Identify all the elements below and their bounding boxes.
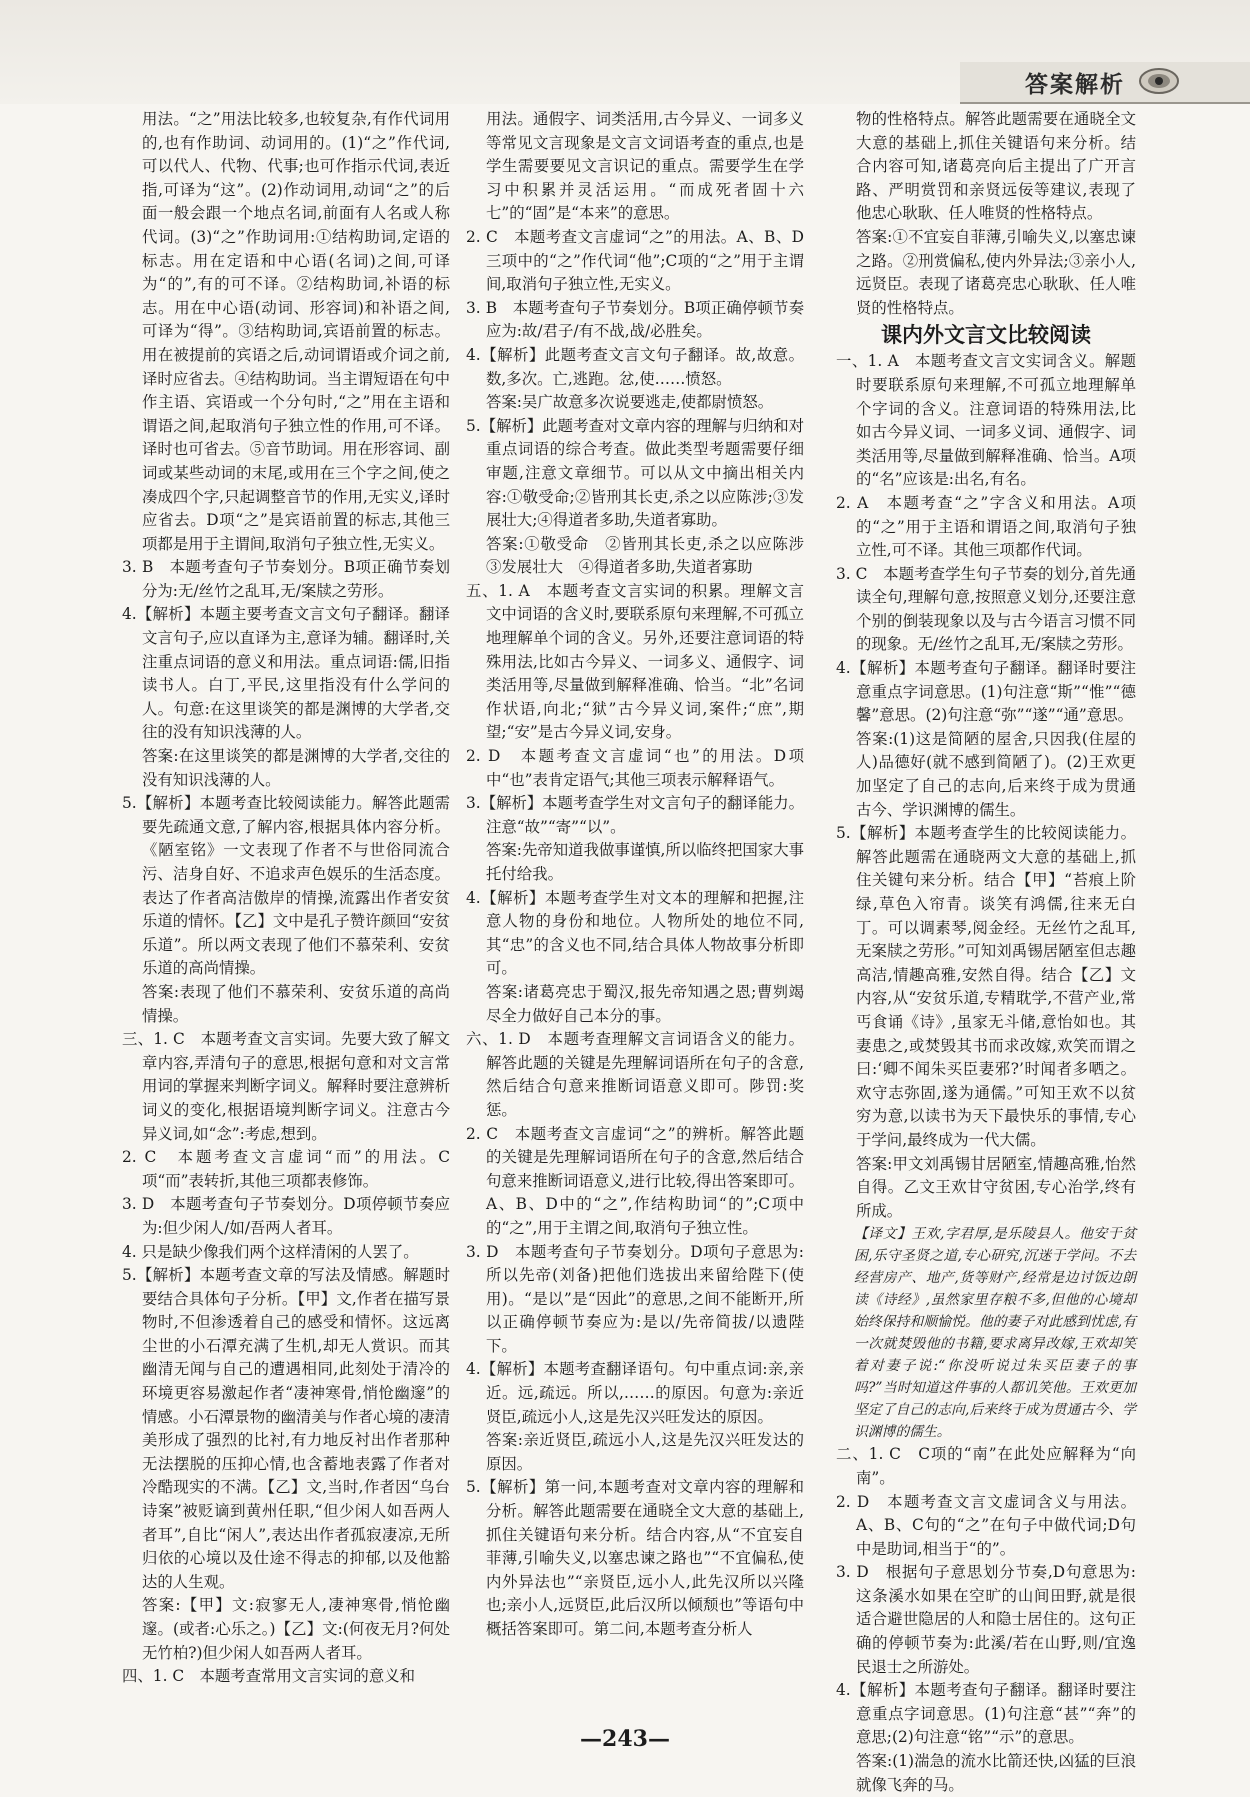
answer-line: 答案:在这里谈笑的都是渊博的大学者,交往的没有知识浅薄的人。 <box>142 747 450 789</box>
explanation-paragraph: 物的性格特点。解答此题需要在通晓全文大意的基础上,抓住关键语句来分析。结合内容可知,诸葛亮向后主提出了广开言路、严明赏罚和亲贤远佞等建议,表现了他忠心耿耿、任人唯贤的性格特点。 <box>856 110 1136 223</box>
explanation-paragraph: 3. B 本题考查句子节奏划分。B项正确节奏划分为:无/丝竹之乱耳,无/案牍之劳形。 <box>122 558 450 600</box>
explanation-paragraph: 5.【解析】本题考查比较阅读能力。解答此题需要先疏通文意,了解内容,根据具体内容分析。《陋室铭》一文表现了作者不与世俗同流合污、洁身自好、不追求声色娱乐的生活态度。表达了作者高洁傲岸的情操,流露出作者安贫乐道的情怀。【乙】文中是孔子赞许颜回“安贫乐道”。所以两文表现了他们不慕荣利、安贫乐道的高尚情操。 <box>122 794 450 978</box>
explanation-paragraph: 2. C 本题考查文言虚词“之”的用法。A、B、D三项中的“之”作代词“他”;C项的“之”用于主谓间,取消句子独立性,无实义。 <box>466 227 804 294</box>
answer-column-3 <box>836 108 1136 1794</box>
answer-column-2 <box>466 108 820 1718</box>
explanation-paragraph: 4.【解析】本题考查学生对文本的理解和把握,注意人物的身份和地位。人物所处的地位不同,其“忠”的含义也不同,结合具体人物故事分析即可。 <box>466 888 804 978</box>
explanation-paragraph: 4.【解析】本题考查句子翻译。翻译时要注意重点字词意思。(1)句注意“甚”“奔”的意思;(2)句注意“铭”“示”的意思。 <box>836 1681 1136 1747</box>
header-title: 答案解析 <box>1025 72 1125 98</box>
explanation-paragraph: 用法。通假字、词类活用,古今异义、一词多义等常见文言现象是文言文词语考查的重点,也是学生需要要见文言识记的重点。需要学生在学习中积累并灵活运用。“而成死者固十六七”的“固”是“本来”的意思。 <box>486 110 804 223</box>
answer-line: 答案:①敬受命 ②皆刑其长吏,杀之以应陈涉 ③发展壮大 ④得道者多助,失道者寡助 <box>486 534 820 577</box>
eye-shield-icon <box>1138 66 1180 96</box>
answer-line: 答案:①不宜妄自菲薄,引喻失义,以塞忠谏之路。②刑赏偏私,使内外异法;③亲小人,远贤臣。表现了诸葛亮忠心耿耿、任人唯贤的性格特点。 <box>856 227 1136 317</box>
explanation-paragraph: 3. C 本题考查学生句子节奏的划分,首先通读全句,理解句意,按照意义划分,还要注意个别的倒装现象以及与古今语言习惯不同的现象。无/丝竹之乱耳,无/案牍之劳形。 <box>836 564 1136 654</box>
explanation-paragraph: 一、1. A 本题考查文言文实词含义。解题时要联系原句来理解,不可孤立地理解单个字词的含义。注意词语的特殊用法,比如古今异义词、一词多义词、通假字、词类活用等,尽量做到解释准确、恰当。A项的“名”应该是:出名,有名。 <box>836 352 1136 489</box>
answer-line: 答案:表现了他们不慕荣利、安贫乐道的高尚情操。 <box>142 982 450 1025</box>
explanation-paragraph: 五、1. A 本题考查文言实词的积累。理解文言文中词语的含义时,要联系原句来理解,不可孤立地理解单个词的含义。另外,还要注意词语的特殊用法,比如古今异义、一词多义、通假字、词类活用等,尽量做到解释准确、恰当。“北”名词作状语,向北;“狱”古今异义词,案件;“庶”,期望;“安”是古今异义词,安身。 <box>466 581 804 742</box>
explanation-paragraph: 3.【解析】本题考查学生对文言句子的翻译能力。注意“故”“寄”“以”。 <box>466 794 804 836</box>
answer-line: 答案:【甲】文:寂寥无人,凄神寒骨,悄怆幽邃。(或者:心乐之。)【乙】文:(何夜无月?何处无竹柏?)但少闲人如吾两人者耳。 <box>142 1596 450 1662</box>
answer-line: 答案:(1)这是简陋的屋舍,只因我(住屋的人)品德好(就不感到简陋了)。(2)王欢更加坚定了自己的志向,后来终于成为贯通古今、学识渊博的儒生。 <box>856 729 1136 819</box>
explanation-paragraph: 5.【解析】第一问,本题考查对文章内容的理解和分析。解答此题需要在通晓全文大意的基础上,抓住关键语句来分析。结合内容,从“不宜妄自菲薄,引喻失义,以塞忠谏之路也”“不宜偏私,使内外异法也”“亲贤臣,远小人,此先汉所以兴隆也;亲小人,远贤臣,此后汉所以倾颓也”等语句中概括答案即可。第二问,本题考查分析人 <box>466 1478 804 1638</box>
explanation-paragraph: 5.【解析】本题考查文章的写法及情感。解题时要结合具体句子分析。【甲】文,作者在描写景物时,不但渗透着自己的感受和情怀。这远离尘世的小石潭充满了生机,却无人赏识。而其幽清无闻与自己的遭遇相同,此刻处于清冷的环境更容易激起作者“凄神寒骨,悄怆幽邃”的情感。小石潭景物的幽清美与作者心境的凄清美形成了强烈的比衬,有力地反衬出作者那种无法摆脱的压抑心情,也含蓄地表露了作者对冷酷现实的不满。【乙】文,当时,作者因“乌台诗案”被贬谪到黄州任职,“但少闲人如吾两人者耳”,自比“闲人”,表达出作者孤寂凄凉,无所归依的心境以及仕途不得志的抑郁,以及他豁达的人生观。 <box>122 1266 450 1591</box>
explanation-paragraph: 3. D 本题考查句子节奏划分。D项停顿节奏应为:但少闲人/如/吾两人者耳。 <box>122 1195 450 1237</box>
explanation-paragraph: 四、1. C 本题考查常用文言实词的意义和 <box>122 1667 415 1686</box>
explanation-paragraph: 2. C 本题考查文言虚词“之”的辨析。解答此题的关键是先理解词语所在句子的含意,然后结合句意来推断词语意义,进行比较,得出答案即可。A、B、D中的“之”,作结构助词“的”;C项中的“之”,用于主谓之间,取消句子独立性。 <box>466 1124 804 1237</box>
explanation-paragraph: 用法。“之”用法比较多,也较复杂,有作代词用的,也有作助词、动词用的。(1)“之”作代词,可以代人、代物、代事;也可作指示代词,表近指,可译为“这”。(2)作动词用,动词“之”的后面一般会跟一个地点名词,前面有人名或人称代词。(3)“之”作助词用:①结构助词,定语的标志。用在定语和中心语(名词)之间,可译为“的”,有的可不译。②结构助词,补语的标志。用在中心语(动词、形容词)和补语之间,可译为“得”。③结构助词,宾语前置的标志。用在被提前的宾语之后,动词谓语或介词之前,译时应省去。④结构助词。当主谓短语在句中作主语、宾语或一个分句时,“之”用在主语和谓语之间,起取消句子独立性的作用,可不译。译时也可省去。⑤音节助词。用在形容词、副词或某些动词的末尾,或用在三个字之间,使之凑成四个字,只起调整音节的作用,无实义,译时应省去。D项“之”是宾语前置的标志,其他三项都是用于主谓间,取消句子独立性,无实义。 <box>142 110 450 553</box>
explanation-paragraph: 三、1. C 本题考查文言实词。先要大致了解文章内容,弄清句子的意思,根据句意和对文言常用词的掌握来判断字词义。解释时要注意辨析词义的变化,根据语境判断字词义。注意古今异义词,如“念”:考虑,想到。 <box>122 1030 450 1143</box>
explanation-paragraph: 2. D 本题考查文言文虚词含义与用法。A、B、C句的“之”在句子中做代词;D句中是助词,相当于“的”。 <box>836 1492 1136 1558</box>
section-heading: 课内外文言文比较阅读 <box>881 323 1091 348</box>
explanation-paragraph: 2. C 本题考查文言虚词“而”的用法。C项“而”表转折,其他三项都表修饰。 <box>122 1148 450 1190</box>
explanation-paragraph: 3. D 本题考查句子节奏划分。D项句子意思为:所以先帝(刘备)把他们选拔出来留给陛下(使用)。“是以”是“因此”的意思,之间不能断开,所以正确停顿节奏应为:是以/先帝简拔/以遗陛下。 <box>466 1242 804 1355</box>
explanation-paragraph: 2. A 本题考查“之”字含义和用法。A项的“之”用于主语和谓语之间,取消句子独立性,可不译。其他三项都作代词。 <box>836 493 1136 560</box>
answer-column-1 <box>122 108 450 1718</box>
explanation-paragraph: 二、1. C C项的“南”在此处应解释为“向南”。 <box>836 1445 1136 1487</box>
explanation-paragraph: 4. 只是缺少像我们两个这样清闲的人罢了。 <box>122 1242 419 1261</box>
explanation-paragraph: 3. B 本题考查句子节奏划分。B项正确停顿节奏应为:故/君子/有不战,战/必胜矣。 <box>466 298 804 341</box>
answer-line: 答案:吴广故意多次说要逃走,使都尉愤怒。 <box>486 393 774 412</box>
answer-line: 答案:(1)湍急的流水比箭还快,凶猛的巨浪就像飞奔的马。 <box>856 1752 1136 1794</box>
answer-line: 答案:先帝知道我做事谨慎,所以临终把国家大事托付给我。 <box>486 841 804 883</box>
answer-line: 答案:诸葛亮忠于蜀汉,报先帝知遇之恩;曹刿竭尽全力做好自己本分的事。 <box>486 982 804 1025</box>
explanation-paragraph: 5.【解析】此题考查对文章内容的理解与归纳和对重点词语的综合考查。做此类型考题需要仔细审题,注意文章细节。可以从文中摘出相关内容:①敬受命;②皆刑其长吏,杀之以应陈涉;③发展壮大;④得道者多助,失道者寡助。 <box>466 416 804 530</box>
explanation-paragraph: 4.【解析】本题考查翻译语句。句中重点词:亲,亲近。远,疏远。所以,……的原因。句意为:亲近贤臣,疏远小人,这是先汉兴旺发达的原因。 <box>466 1360 804 1426</box>
explanation-paragraph: 3. D 根据句子意思划分节奏,D句意思为:这条溪水如果在空旷的山间田野,就是很适合避世隐居的人和隐士居住的。这句正确的停顿节奏为:此溪/若在山野,则/宜逸民退士之所游处。 <box>836 1563 1136 1676</box>
answer-line: 答案:甲文刘禹锡甘居陋室,情趣高雅,怡然自得。乙文王欢甘守贫困,专心治学,终有所成。 <box>856 1154 1136 1220</box>
explanation-paragraph: 4.【解析】此题考查文言文句子翻译。故,故意。数,多次。亡,逃跑。忿,使……愤怒。 <box>466 345 804 388</box>
explanation-paragraph: 4.【解析】本题考查句子翻译。翻译时要注意重点字词意思。(1)句注意“斯”“惟”“德馨”意思。(2)句注意“弥”“遂”“通”意思。 <box>836 659 1136 725</box>
explanation-paragraph: 2. D 本题考查文言虚词“也”的用法。D项中“也”表肯定语气;其他三项表示解释语气。 <box>466 747 804 789</box>
translation-paragraph: 【译文】王欢,字君厚,是乐陵县人。他安于贫困,乐守圣贤之道,专心研究,沉迷于学问。不去经营房产、地产,货等财产,经常是边讨饭边朗读《诗经》,虽然家里存粮不多,但他的心境却始终保持和顺愉悦。他的妻子对此感到忧虑,有一次就焚毁他的书籍,要求离异改嫁,王欢却笑着对妻子说:“你没听说过朱买臣妻子的事吗?”当时知道这件事的人都讥笑他。王欢更加坚定了自己的志向,后来终于成为贯通古今、学识渊博的儒生。 <box>853 1226 1136 1441</box>
page-number: —243— <box>580 1726 670 1752</box>
answer-line: 答案:亲近贤臣,疏远小人,这是先汉兴旺发达的原因。 <box>486 1431 804 1473</box>
explanation-paragraph: 5.【解析】本题考查学生的比较阅读能力。解答此题需在通晓两文大意的基础上,抓住关键句来分析。结合【甲】“苔痕上阶绿,草色入帘青。谈笑有鸿儒,往来无白丁。可以调素琴,阅金经。无丝竹之乱耳,无案牍之劳形。”可知刘禹锡居陋室但志趣高洁,情趣高雅,安然自得。结合【乙】文内容,从“安贫乐道,专精耽学,不营产业,常丐食诵《诗》,虽家无斗储,意怡如也。其妻患之,或焚毁其书而求改嫁,欢笑而谓之曰:‘卿不闻朱买臣妻邪?’时闻者多哂之。欢守志弥固,遂为通儒。”可知王欢不以贫穷为意,以读书为天下最快乐的事情,专心于学问,最终成为一代大儒。 <box>836 824 1136 1149</box>
explanation-paragraph: 4.【解析】本题主要考查文言文句子翻译。翻译文言句子,应以直译为主,意译为辅。翻译时,关注重点词语的意义和用法。重点词语:儒,旧指读书人。白丁,平民,这里指没有什么学问的人。句意:在这里谈笑的都是渊博的大学者,交往的没有知识浅薄的人。 <box>122 605 450 742</box>
explanation-paragraph: 六、1. D 本题考查理解文言词语含义的能力。解答此题的关键是先理解词语所在句子的含意,然后结合句意来推断词语意义即可。陟罚:奖惩。 <box>466 1030 804 1119</box>
